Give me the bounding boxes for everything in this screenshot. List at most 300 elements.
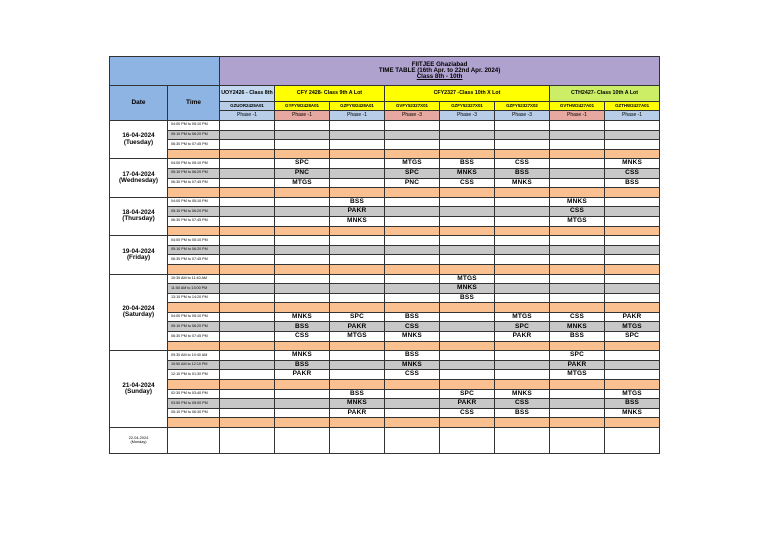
timetable bbox=[109, 56, 660, 454]
subject-cell bbox=[220, 207, 275, 217]
subject-cell bbox=[220, 332, 275, 342]
subject-cell: MNKS bbox=[330, 399, 385, 409]
timeslot-row bbox=[110, 312, 660, 322]
subject-cell: MNKS bbox=[275, 351, 330, 361]
subject-cell bbox=[440, 255, 495, 265]
subject-cell: CSS bbox=[495, 399, 550, 409]
subject-cell bbox=[385, 274, 440, 284]
subject-cell: PAKR bbox=[495, 332, 550, 342]
timeslot-row bbox=[110, 159, 660, 169]
subject-cell bbox=[550, 284, 605, 294]
subject-cell bbox=[330, 341, 385, 351]
subject-cell bbox=[220, 178, 275, 188]
timeslot-row bbox=[110, 389, 660, 399]
batch-code: GZFY52327X02 bbox=[495, 102, 550, 111]
timeslot-row bbox=[110, 149, 660, 159]
subject-cell bbox=[495, 149, 550, 159]
subject-cell bbox=[605, 130, 660, 140]
time-slot bbox=[168, 226, 220, 236]
subject-cell bbox=[220, 216, 275, 226]
time-slot: 06:30 PM to 07:45 PM bbox=[168, 255, 220, 265]
subject-cell bbox=[440, 322, 495, 332]
subject-cell bbox=[275, 389, 330, 399]
subject-cell bbox=[330, 284, 385, 294]
subject-cell bbox=[220, 341, 275, 351]
subject-cell bbox=[605, 255, 660, 265]
subject-cell bbox=[330, 274, 385, 284]
subject-cell bbox=[220, 121, 275, 131]
timeslot-row bbox=[110, 245, 660, 255]
subject-cell bbox=[275, 197, 330, 207]
subject-cell bbox=[495, 360, 550, 370]
subject-cell bbox=[220, 380, 275, 390]
subject-cell bbox=[550, 121, 605, 131]
subject-cell bbox=[330, 226, 385, 236]
time-slot: 05:10 PM to 06:20 PM bbox=[168, 245, 220, 255]
batch-phase: Phase -3 bbox=[440, 111, 495, 121]
timeslot-row bbox=[110, 264, 660, 274]
subject-cell: CSS bbox=[440, 408, 495, 418]
time-slot bbox=[168, 303, 220, 313]
subject-cell: BSS bbox=[605, 178, 660, 188]
time-slot: 04:00 PM to 05:10 PM bbox=[168, 121, 220, 131]
batch-phase: Phase -1 bbox=[330, 111, 385, 121]
subject-cell bbox=[440, 236, 495, 246]
subject-cell: BSS bbox=[440, 159, 495, 169]
subject-cell bbox=[275, 255, 330, 265]
subject-cell bbox=[275, 341, 330, 351]
timeslot-row bbox=[110, 408, 660, 418]
subject-cell: CSS bbox=[440, 178, 495, 188]
batch-code: GZFYW2428A01 bbox=[330, 102, 385, 111]
timeslot-row bbox=[110, 284, 660, 294]
timeslot-row bbox=[110, 197, 660, 207]
subject-cell bbox=[495, 140, 550, 150]
subject-cell bbox=[220, 264, 275, 274]
batch-phase: Phase -3 bbox=[385, 111, 440, 121]
subject-cell bbox=[330, 370, 385, 380]
subject-cell bbox=[605, 188, 660, 198]
timeslot-row bbox=[110, 418, 660, 428]
subject-cell: BSS bbox=[550, 332, 605, 342]
subject-cell bbox=[385, 399, 440, 409]
subject-cell: BSS bbox=[275, 360, 330, 370]
subject-cell: MNKS bbox=[385, 360, 440, 370]
time-slot: 02:30 PM to 03:40 PM bbox=[168, 389, 220, 399]
time-slot: 06:30 PM to 07:45 PM bbox=[168, 332, 220, 342]
subject-cell: MNKS bbox=[550, 322, 605, 332]
subject-cell bbox=[275, 188, 330, 198]
subject-cell bbox=[275, 408, 330, 418]
subject-cell bbox=[440, 380, 495, 390]
subject-cell bbox=[605, 216, 660, 226]
day-date: 21-04-2024 bbox=[122, 381, 155, 389]
batch-group-header: CFY 2428- Class 9th A Lot bbox=[275, 86, 385, 102]
subject-cell bbox=[330, 380, 385, 390]
time-slot bbox=[168, 149, 220, 159]
batch-code: GVFY52327X01 bbox=[385, 102, 440, 111]
footer-empty-cell bbox=[605, 428, 660, 454]
subject-cell bbox=[495, 121, 550, 131]
subject-cell: MNKS bbox=[440, 284, 495, 294]
subject-cell bbox=[275, 149, 330, 159]
subject-cell: CSS bbox=[605, 168, 660, 178]
subject-cell bbox=[550, 341, 605, 351]
timeslot-row bbox=[110, 216, 660, 226]
subject-cell bbox=[330, 168, 385, 178]
subject-cell bbox=[495, 264, 550, 274]
subject-cell bbox=[385, 293, 440, 303]
day-weekday: (Tuesday) bbox=[123, 138, 154, 146]
subject-cell: CSS bbox=[495, 159, 550, 169]
subject-cell bbox=[605, 341, 660, 351]
footer-weekday: (Monday) bbox=[130, 439, 147, 444]
day-cell bbox=[110, 351, 168, 428]
subject-cell bbox=[220, 312, 275, 322]
time-slot bbox=[168, 418, 220, 428]
subject-cell bbox=[385, 236, 440, 246]
footer-empty-cell bbox=[330, 428, 385, 454]
subject-cell bbox=[605, 149, 660, 159]
header-blank bbox=[110, 57, 220, 86]
subject-cell bbox=[330, 264, 385, 274]
subject-cell: PNC bbox=[385, 178, 440, 188]
subject-cell: PAKR bbox=[330, 408, 385, 418]
subject-cell bbox=[440, 303, 495, 313]
page-subtitle: Class 8th - 10th bbox=[416, 73, 463, 81]
subject-cell bbox=[330, 149, 385, 159]
subject-cell bbox=[440, 351, 495, 361]
time-slot: 10:50 AM to 12:10 PM bbox=[168, 360, 220, 370]
subject-cell bbox=[385, 408, 440, 418]
day-date: 17-04-2024 bbox=[122, 170, 155, 178]
subject-cell bbox=[330, 245, 385, 255]
subject-cell bbox=[220, 226, 275, 236]
timeslot-row bbox=[110, 255, 660, 265]
subject-cell bbox=[440, 130, 495, 140]
subject-cell bbox=[440, 197, 495, 207]
subject-cell: BSS bbox=[385, 351, 440, 361]
subject-cell: MNKS bbox=[385, 332, 440, 342]
subject-cell bbox=[385, 121, 440, 131]
subject-cell: MTGS bbox=[605, 389, 660, 399]
timeslot-row bbox=[110, 360, 660, 370]
batch-group-header: UOY2426 - Class 8th bbox=[220, 86, 275, 102]
subject-cell bbox=[605, 197, 660, 207]
subject-cell bbox=[220, 130, 275, 140]
time-slot: 13:10 PM to 14:20 PM bbox=[168, 293, 220, 303]
timeslot-row bbox=[110, 168, 660, 178]
time-slot: 04:00 PM to 05:10 PM bbox=[168, 236, 220, 246]
batch-phase: Phase -1 bbox=[550, 111, 605, 121]
timeslot-row bbox=[110, 274, 660, 284]
timeslot-row bbox=[110, 121, 660, 131]
subject-cell bbox=[495, 380, 550, 390]
subject-cell bbox=[220, 159, 275, 169]
footer-day-cell bbox=[110, 428, 168, 454]
subject-cell: PAKR bbox=[550, 360, 605, 370]
subject-cell bbox=[220, 197, 275, 207]
day-weekday: (Wednesday) bbox=[118, 177, 159, 185]
subject-cell bbox=[550, 264, 605, 274]
subject-cell: BSS bbox=[440, 293, 495, 303]
subject-cell: SPC bbox=[495, 322, 550, 332]
subject-cell bbox=[275, 399, 330, 409]
subject-cell: MNKS bbox=[440, 168, 495, 178]
timeslot-row bbox=[110, 370, 660, 380]
subject-cell: CSS bbox=[385, 322, 440, 332]
footer-empty-cell bbox=[168, 428, 220, 454]
subject-cell: PAKR bbox=[605, 312, 660, 322]
subject-cell: BSS bbox=[330, 197, 385, 207]
subject-cell: MTGS bbox=[275, 178, 330, 188]
subject-cell bbox=[440, 226, 495, 236]
subject-cell: MNKS bbox=[605, 408, 660, 418]
subject-cell bbox=[440, 370, 495, 380]
time-slot: 05:10 PM to 06:20 PM bbox=[168, 168, 220, 178]
subject-cell bbox=[385, 226, 440, 236]
time-slot bbox=[168, 264, 220, 274]
subject-cell bbox=[440, 188, 495, 198]
time-column-header: Time bbox=[168, 86, 220, 121]
subject-cell bbox=[550, 236, 605, 246]
timeslot-row bbox=[110, 207, 660, 217]
subject-cell bbox=[605, 380, 660, 390]
subject-cell bbox=[495, 293, 550, 303]
subject-cell bbox=[275, 140, 330, 150]
subject-cell bbox=[385, 149, 440, 159]
subject-cell bbox=[220, 284, 275, 294]
subject-cell bbox=[220, 360, 275, 370]
subject-cell bbox=[495, 207, 550, 217]
subject-cell bbox=[330, 351, 385, 361]
subject-cell bbox=[605, 418, 660, 428]
day-date: 16-04-2024 bbox=[122, 132, 155, 140]
subject-cell bbox=[330, 303, 385, 313]
subject-cell bbox=[495, 418, 550, 428]
batch-phase: Phase -1 bbox=[275, 111, 330, 121]
subject-cell: SPC bbox=[385, 168, 440, 178]
subject-cell: MNKS bbox=[330, 216, 385, 226]
time-slot: 06:30 PM to 07:45 PM bbox=[168, 178, 220, 188]
day-date: 18-04-2024 bbox=[122, 209, 155, 217]
subject-cell bbox=[550, 149, 605, 159]
subject-cell bbox=[550, 245, 605, 255]
subject-cell: MNKS bbox=[495, 178, 550, 188]
subject-cell bbox=[275, 236, 330, 246]
subject-cell: MTGS bbox=[550, 370, 605, 380]
subject-cell bbox=[275, 264, 330, 274]
subject-cell: PNC bbox=[275, 168, 330, 178]
subject-cell: MTGS bbox=[330, 332, 385, 342]
subject-cell bbox=[330, 130, 385, 140]
subject-cell bbox=[220, 245, 275, 255]
subject-cell bbox=[385, 207, 440, 217]
day-cell bbox=[110, 274, 168, 351]
subject-cell bbox=[550, 140, 605, 150]
subject-cell bbox=[220, 255, 275, 265]
subject-cell bbox=[495, 303, 550, 313]
timeslot-row bbox=[110, 236, 660, 246]
subject-cell bbox=[385, 380, 440, 390]
footer-empty-cell bbox=[440, 428, 495, 454]
batch-code: GYFYW2428A01 bbox=[275, 102, 330, 111]
subject-cell: SPC bbox=[605, 332, 660, 342]
time-slot: 06:30 PM to 07:45 PM bbox=[168, 140, 220, 150]
subject-cell bbox=[605, 360, 660, 370]
subject-cell bbox=[385, 140, 440, 150]
subject-cell bbox=[275, 130, 330, 140]
subject-cell: CSS bbox=[550, 312, 605, 322]
subject-cell bbox=[440, 341, 495, 351]
day-weekday: (Saturday) bbox=[122, 311, 155, 319]
subject-cell bbox=[330, 140, 385, 150]
subject-cell bbox=[385, 245, 440, 255]
subject-cell bbox=[550, 188, 605, 198]
subject-cell bbox=[495, 188, 550, 198]
subject-cell bbox=[385, 389, 440, 399]
subject-cell bbox=[385, 418, 440, 428]
subject-cell bbox=[550, 274, 605, 284]
subject-cell bbox=[275, 207, 330, 217]
subject-cell bbox=[440, 207, 495, 217]
subject-cell bbox=[495, 226, 550, 236]
subject-cell bbox=[605, 351, 660, 361]
subject-cell bbox=[220, 370, 275, 380]
subject-cell bbox=[330, 178, 385, 188]
subject-cell: SPC bbox=[550, 351, 605, 361]
subject-cell: CSS bbox=[550, 207, 605, 217]
subject-cell bbox=[550, 255, 605, 265]
subject-cell bbox=[220, 140, 275, 150]
timeslot-row bbox=[110, 332, 660, 342]
subject-cell bbox=[275, 418, 330, 428]
date-column-header: Date bbox=[110, 86, 168, 121]
timeslot-row bbox=[110, 303, 660, 313]
subject-cell bbox=[550, 168, 605, 178]
batch-group-header: CTH2427- Class 10th A Lot bbox=[550, 86, 660, 102]
subject-cell bbox=[605, 284, 660, 294]
subject-cell bbox=[495, 236, 550, 246]
day-weekday: (Friday) bbox=[126, 253, 151, 261]
timeslot-row bbox=[110, 188, 660, 198]
day-weekday: (Sunday) bbox=[125, 388, 152, 396]
subject-cell: MTGS bbox=[495, 312, 550, 322]
subject-cell bbox=[495, 370, 550, 380]
subject-cell: BSS bbox=[495, 168, 550, 178]
subject-cell bbox=[275, 226, 330, 236]
subject-cell bbox=[495, 351, 550, 361]
subject-cell bbox=[605, 226, 660, 236]
time-slot: 04:00 PM to 05:10 PM bbox=[168, 312, 220, 322]
subject-cell bbox=[495, 216, 550, 226]
batch-code: GZTHW2427A01 bbox=[605, 102, 660, 111]
subject-cell bbox=[275, 245, 330, 255]
timeslot-row bbox=[110, 293, 660, 303]
subject-cell bbox=[495, 197, 550, 207]
subject-cell bbox=[275, 121, 330, 131]
subject-cell bbox=[220, 408, 275, 418]
subject-cell: SPC bbox=[440, 389, 495, 399]
subject-cell bbox=[440, 360, 495, 370]
subject-cell bbox=[220, 389, 275, 399]
subject-cell bbox=[550, 293, 605, 303]
subject-cell bbox=[440, 140, 495, 150]
subject-cell: MTGS bbox=[605, 322, 660, 332]
batch-group-header: CFY2327 -Class 10th X Lot bbox=[385, 86, 550, 102]
subject-cell: BSS bbox=[605, 399, 660, 409]
subject-cell bbox=[440, 121, 495, 131]
time-slot: 05:10 PM to 06:30 PM bbox=[168, 408, 220, 418]
subject-cell bbox=[440, 332, 495, 342]
subject-cell bbox=[220, 399, 275, 409]
footer-empty-cell bbox=[385, 428, 440, 454]
subject-cell bbox=[220, 236, 275, 246]
subject-cell: SPC bbox=[275, 159, 330, 169]
subject-cell: PAKR bbox=[275, 370, 330, 380]
subject-cell bbox=[330, 293, 385, 303]
subject-cell bbox=[440, 216, 495, 226]
day-cell bbox=[110, 159, 168, 197]
subject-cell: BSS bbox=[275, 322, 330, 332]
subject-cell bbox=[605, 264, 660, 274]
time-slot bbox=[168, 341, 220, 351]
time-slot: 10:30 AM to 11:40 AM bbox=[168, 274, 220, 284]
subject-cell bbox=[385, 197, 440, 207]
day-date: 19-04-2024 bbox=[122, 247, 155, 255]
subject-cell bbox=[220, 188, 275, 198]
time-slot: 05:10 PM to 06:20 PM bbox=[168, 322, 220, 332]
batch-code: GZUOR2425A01 bbox=[220, 102, 275, 111]
page-title: TIME TABLE (16th Apr. to 22nd Apr. 2024) bbox=[378, 66, 501, 74]
subject-cell bbox=[385, 284, 440, 294]
subject-cell: PAKR bbox=[440, 399, 495, 409]
subject-cell bbox=[550, 399, 605, 409]
subject-cell: CSS bbox=[275, 332, 330, 342]
batch-phase: Phase -3 bbox=[495, 111, 550, 121]
time-slot: 03:50 PM to 05:00 PM bbox=[168, 399, 220, 409]
subject-cell bbox=[550, 408, 605, 418]
subject-cell bbox=[605, 245, 660, 255]
subject-cell bbox=[440, 418, 495, 428]
subject-cell bbox=[330, 159, 385, 169]
subject-cell: MNKS bbox=[495, 389, 550, 399]
timeslot-row bbox=[110, 380, 660, 390]
time-slot: 09:30 AM to 10:40 AM bbox=[168, 351, 220, 361]
subject-cell bbox=[605, 293, 660, 303]
subject-cell bbox=[605, 274, 660, 284]
subject-cell: MNKS bbox=[550, 197, 605, 207]
timeslot-row bbox=[110, 351, 660, 361]
subject-cell: PAKR bbox=[330, 207, 385, 217]
subject-cell bbox=[330, 121, 385, 131]
subject-cell bbox=[275, 284, 330, 294]
timeslot-row bbox=[110, 341, 660, 351]
subject-cell bbox=[495, 130, 550, 140]
subject-cell bbox=[550, 159, 605, 169]
time-slot: 11:50 AM to 13:00 PM bbox=[168, 284, 220, 294]
subject-cell bbox=[440, 245, 495, 255]
subject-cell bbox=[385, 255, 440, 265]
subject-cell bbox=[605, 236, 660, 246]
subject-cell bbox=[605, 207, 660, 217]
subject-cell: MTGS bbox=[385, 159, 440, 169]
footer-empty-cell bbox=[495, 428, 550, 454]
subject-cell bbox=[220, 168, 275, 178]
time-slot: 06:30 PM to 07:45 PM bbox=[168, 216, 220, 226]
subject-cell bbox=[605, 140, 660, 150]
time-slot: 05:10 PM to 06:20 PM bbox=[168, 207, 220, 217]
